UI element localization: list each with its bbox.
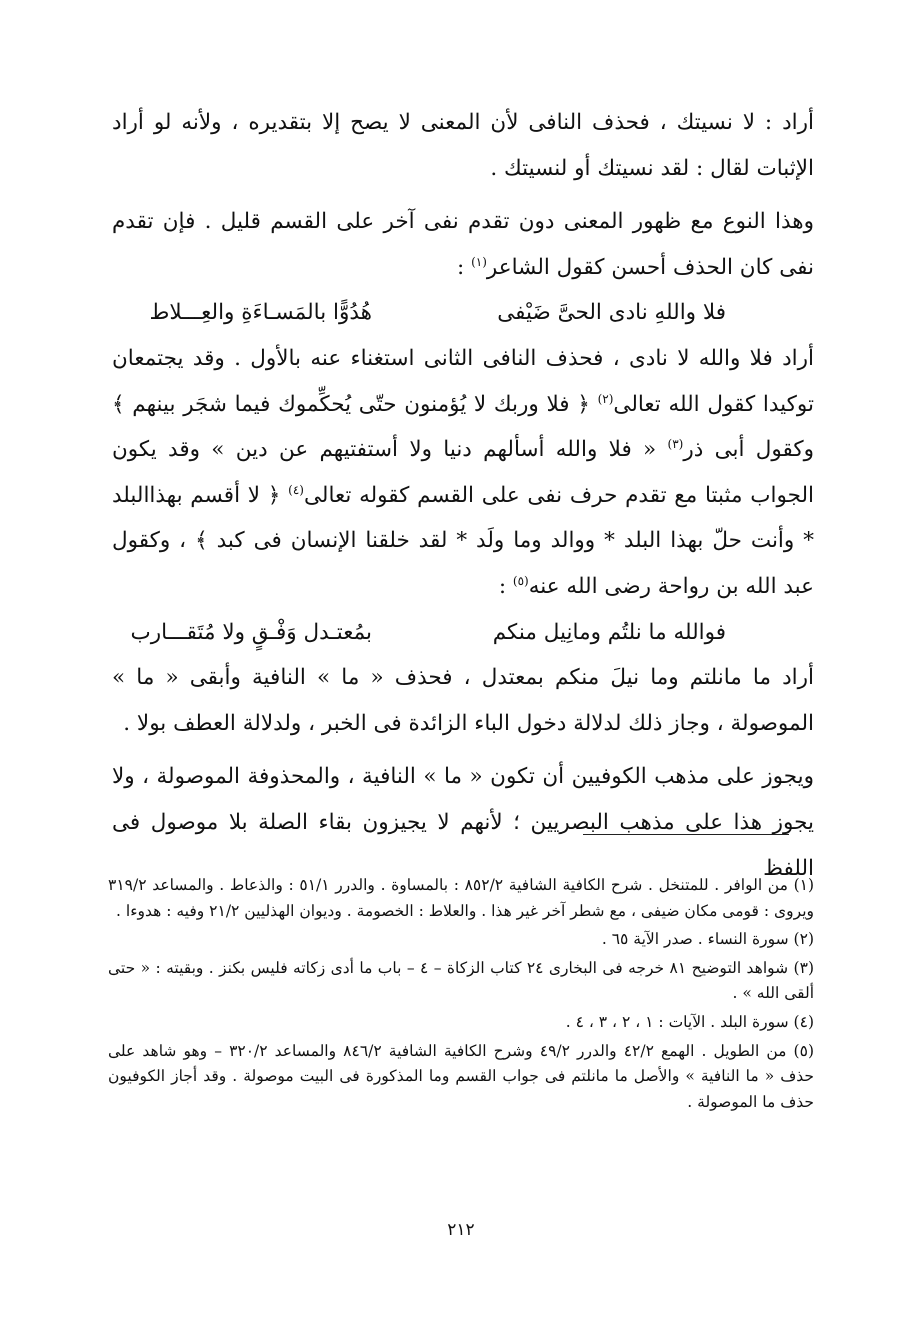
footnote-separator — [583, 834, 789, 835]
footnote-2: (٢) سورة النساء . صدر الآية ٦٥ . — [601, 930, 814, 949]
footnote-ref-4: (٤) — [288, 482, 304, 497]
paragraph-2: وهذا النوع مع ظهور المعنى دون تقدم نفى آخر على القسم قليل . فإن تقدم نفى كان الحذف أحسن كقول الشاعر$^{(١)}$ : — [112, 209, 814, 280]
verse-2 — [112, 610, 814, 656]
footnote-5: (٥) من الطويل . الهمع ٤٢/٢ والدرر ٤٩/٢ وشرح الكافية الشافية ٨٤٦/٢ والمساعد ٣٢٠/٢ – وهو شاهد على حذف « ما النافية » والأصل ما مانلتم فى جواب القسم وما المذكورة فى البيت موصولة . وقد أجاز الكوفيون حذف ما الموصولة . — [108, 1041, 814, 1111]
footnote-ref-3: (٣) — [667, 437, 684, 451]
footnote-1: (١) من الوافر . للمتنخل . شرح الكافية الشافية ٨٥٢/٢ : بالمساوة . والدرر ٥١/١ : والذعاط . والمساعد ٣١٩/٢ ويروى : قومى مكان ضيفى ، مع شطر آخر غير هذا . والعلاط : الخصومة . وديوان الهذليين ٢١/٢ وفيه : هدوءا . — [108, 876, 815, 920]
paragraph-3: أراد فلا والله لا نادى ، فحذف النافى الثانى استغناء عنه بالأول . وقد يجتمعان توكيدا كقول الله تعالى$^{(٢)}$ ﴿ فلا وربك لا يُؤمنون حتّى يُحكِّموك فيما شجَر بينهم ﴾ وكقول أبى ذر$^{(٣)}$ « فلا والله أسألهم دنيا ولا أستفتيهم عن دين » وقد يكون الجواب مثبتا مع تقدم حرف نفى على القسم كقوله تعالى$^{(٤)}$ ﴿ لا أقسم بهذاالبلد * وأنت حلّ بهذا البلد * ووالد وما ولَد * لقد خلقنا الإنسان فى كبد ﴾ ، وكقول عبد الله بن رواحة رضى الله عنه$^{(٥)}$ : — [112, 345, 815, 599]
footnote-4: (٤) سورة البلد . الآيات : ١ ، ٢ ، ٣ ، ٤ . — [565, 1012, 814, 1031]
paragraph-4: أراد ما مانلتم وما نيلَ منكم بمعتدل ، فحذف « ما » النافية وأبقى « ما » الموصولة ، وجاز ذلك لدلالة دخول الباء الزائدة فى الخبر ، ولدلالة العطف بولا . — [112, 665, 814, 736]
verse-2-second-hemistich: بمُعتـدل وَفْـقٍ ولا مُتَقـــارب — [130, 619, 372, 645]
footnote-ref-2: (٢) — [597, 391, 614, 406]
page-number: ٢١٢ — [447, 1220, 475, 1240]
paragraph-5: ويجوز على مذهب الكوفيين أن تكون « ما » النافية ، والمحذوفة الموصولة ، ولا يجوز هذا على مذهب البصريين ؛ لأنهم لا يجيزون بقاء الصلة بلا موصول فى اللفظ — [112, 764, 814, 881]
verse-1 — [112, 290, 814, 336]
footnote-ref-5: (٥) — [512, 573, 529, 588]
verse-1-first-hemistich: فلا واللهِ نادى الحىَّ ضَيْفى — [497, 300, 726, 326]
footnote-3: (٣) شواهد التوضيح ٨١ خرجه فى البخارى ٢٤ كتاب الزكاة – ٤ – باب ما أدى زكاته فليس بكنز . وبقيته : « حتى ألقى الله » . — [108, 958, 814, 1003]
verse-2-first-hemistich: فوالله ما نلتُم ومانِيل منكم — [492, 619, 726, 645]
verse-1-second-hemistich: هُدُوًّا بالمَسـاءَةِ والعِـــلاط — [149, 300, 372, 326]
main-text — [112, 100, 814, 891]
footnotes — [108, 873, 814, 1118]
paragraph-1: أراد : لا نسيتك ، فحذف النافى لأن المعنى لا يصح إلا بتقديره ، ولأنه لو أراد الإثبات لقال : لقد نسيتك أو لنسيتك . — [112, 110, 814, 181]
footnote-ref-1: (١) — [471, 254, 487, 269]
